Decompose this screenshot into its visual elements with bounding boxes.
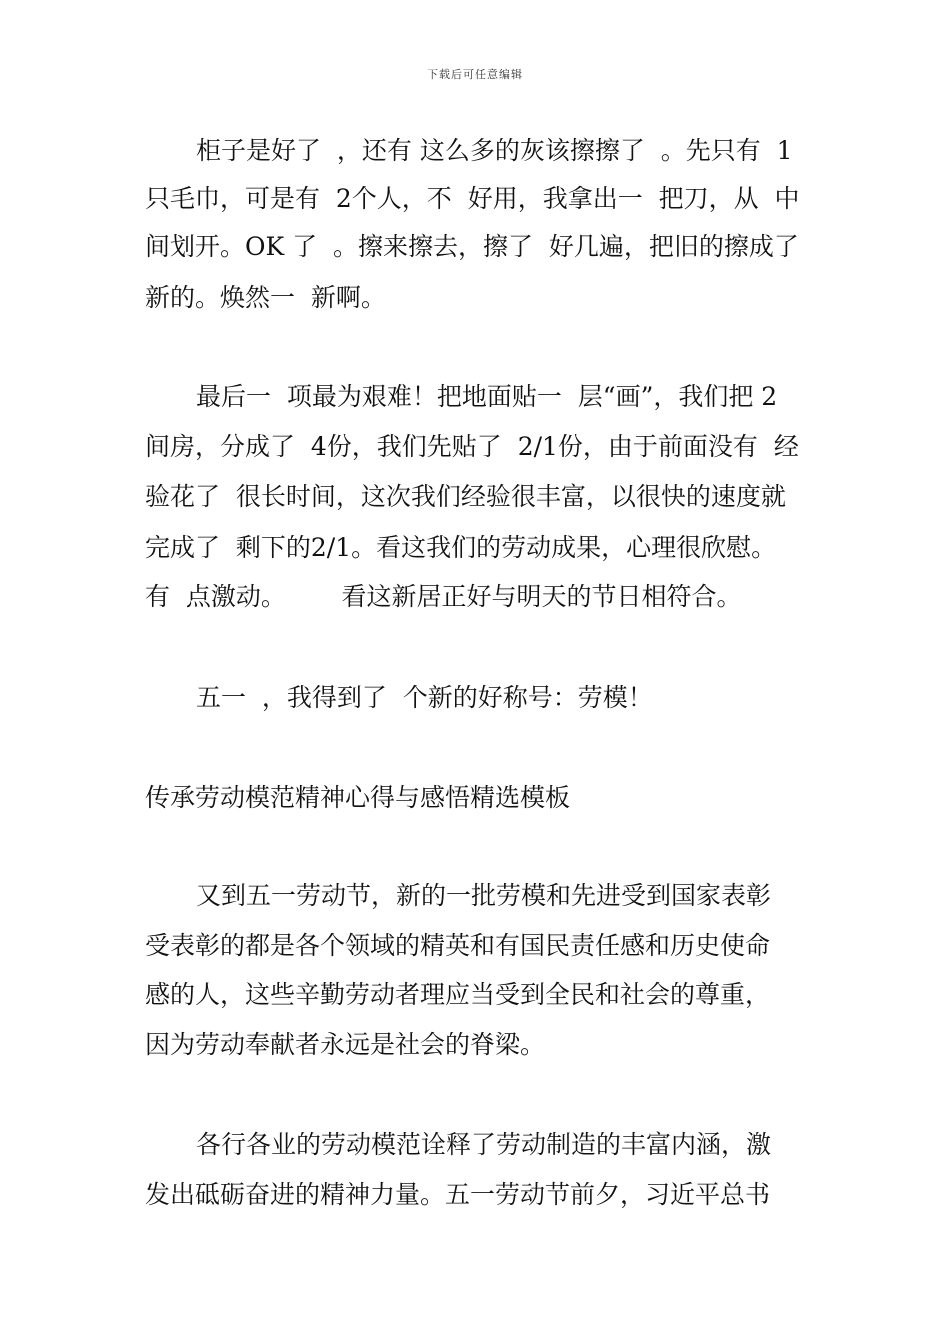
- paragraph-line: 又到五一劳动节，新的一批劳模和先进受到国家表彰: [196, 881, 772, 910]
- paragraph-line: 验花了 很长时间，这次我们经验很丰富，以很快的速度就: [145, 482, 786, 511]
- paragraph-line: 新的。焕然一 新啊。: [145, 283, 386, 312]
- page-header: 下载后可任意编辑: [427, 68, 523, 81]
- paragraph-line: 五一 ，我得到了 个新的好称号：劳模！: [196, 683, 653, 712]
- paragraph-line: 因为劳动奉献者永远是社会的脊梁。: [145, 1030, 546, 1059]
- paragraph-line: 受表彰的都是各个领域的精英和有国民责任感和历史使命: [145, 931, 771, 960]
- paragraph-line: 间房，分成了 4份，我们先贴了 2/1份，由于前面没有 经: [145, 432, 799, 461]
- paragraph-line: 间划开。OK 了 。擦来擦去，擦了 好几遍，把旧的擦成了: [145, 232, 799, 261]
- paragraph-line: 感的人，这些辛勤劳动者理应当受到全民和社会的尊重，: [145, 980, 771, 1009]
- paragraph-line: 完成了 剩下的2/1。看这我们的劳动成果，心理很欣慰。: [145, 533, 777, 562]
- paragraph-line: 只毛巾，可是有 2个人，不 好用，我拿出一 把刀，从 中: [145, 184, 800, 213]
- paragraph-line: 发出砥砺奋进的精神力量。五一劳动节前夕，习近平总书: [145, 1180, 771, 1209]
- paragraph-line: 最后一 项最为艰难！把地面贴一 层“画”，我们把 2: [196, 382, 778, 411]
- paragraph-line: 各行各业的劳动模范诠释了劳动制造的丰富内涵，激: [196, 1130, 772, 1159]
- paragraph-line: 有 点激动。 看这新居正好与明天的节日相符合。: [145, 582, 742, 611]
- paragraph-line: 柜子是好了 ，还有 这么多的灰该擦擦了 。先只有 1: [196, 136, 793, 165]
- section-title: 传承劳动模范精神心得与感悟精选模板: [145, 783, 571, 812]
